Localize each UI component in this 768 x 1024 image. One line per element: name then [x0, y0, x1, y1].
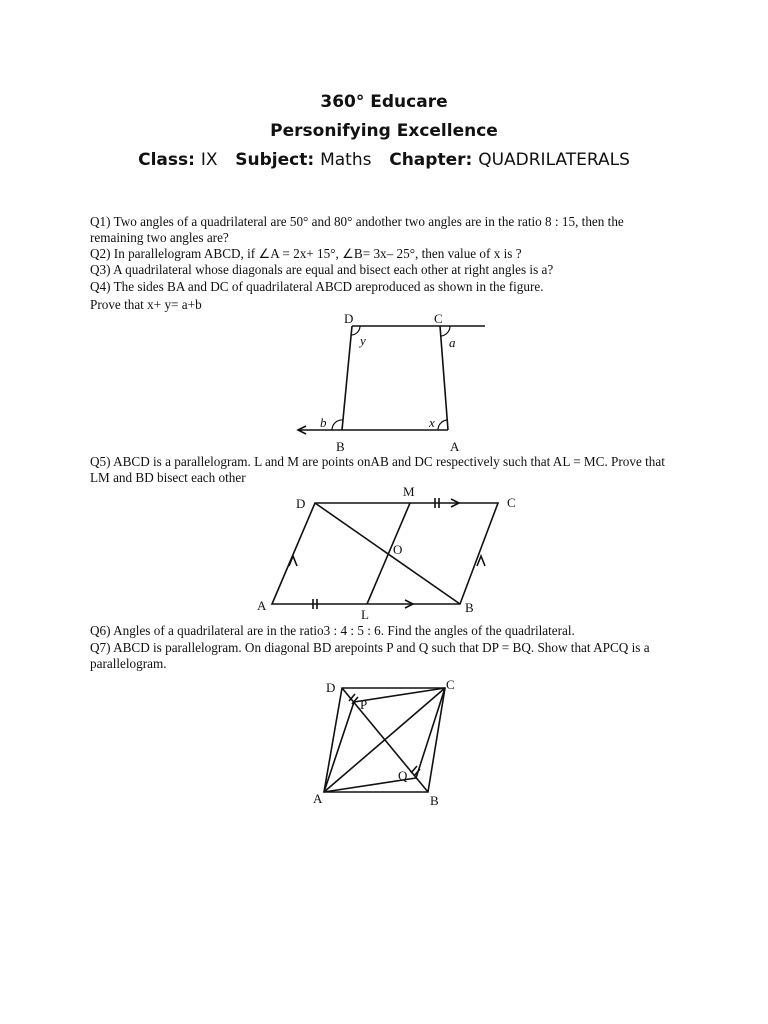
- question-5: Q5) ABCD is a parallelogram. L and M are points onAB and DC respectively such that AL = MC. Prove that LM and BD bisect each other: [90, 454, 665, 485]
- diagonal-bd: [315, 503, 460, 604]
- side-cb: [440, 326, 448, 430]
- label-b: B: [336, 439, 345, 454]
- figure-quadrilateral-q4: [280, 305, 500, 455]
- parallelogram-abcd: [272, 503, 498, 604]
- label-q: Q: [398, 768, 408, 783]
- angle-arc-x: [438, 420, 447, 430]
- label-p: P: [360, 697, 368, 712]
- brand-title: 360° Educare: [320, 92, 448, 112]
- subject-value: Maths: [320, 150, 372, 170]
- label-a-angle: a: [449, 335, 456, 350]
- figure-parallelogram-q7: [310, 676, 470, 811]
- label-a: A: [450, 439, 460, 454]
- label-b-angle: b: [320, 415, 327, 430]
- side-da: [342, 326, 352, 430]
- question-3: Q3) A quadrilateral whose diagonals are equal and bisect each other at right angles is a?: [90, 262, 554, 277]
- label-c: C: [507, 495, 516, 510]
- label-c: C: [434, 311, 443, 326]
- tagline: Personifying Excellence: [270, 121, 498, 141]
- class-subject-chapter-line: [0, 150, 768, 170]
- class-value: IX: [200, 150, 218, 170]
- subject-label: Subject:: [235, 150, 315, 170]
- label-o: O: [393, 542, 403, 557]
- arrow-up-icon: [289, 556, 297, 566]
- figure-parallelogram-q5: [255, 482, 525, 622]
- question-1: Q1) Two angles of a quadrilateral are 50° and 80° andother two angles are in the ratio 8 : 15, then the remaining two angles are?: [90, 214, 624, 245]
- label-y: y: [360, 333, 366, 348]
- chapter-value: QUADRILATERALS: [478, 150, 630, 170]
- label-a: A: [257, 598, 267, 613]
- question-6: Q6) Angles of a quadrilateral are in the ratio3 : 4 : 5 : 6. Find the angles of the quadrilateral.: [90, 623, 575, 638]
- label-x: x: [429, 415, 435, 430]
- class-label: Class:: [138, 150, 195, 170]
- segment-lm: [367, 503, 410, 604]
- label-b: B: [465, 600, 474, 615]
- question-7: Q7) ABCD is parallelogram. On diagonal BD arepoints P and Q such that DP = BQ. Show that APCQ is a parallelogram.: [90, 640, 650, 671]
- label-b: B: [430, 793, 439, 808]
- label-l: L: [361, 607, 369, 622]
- label-d: D: [344, 311, 354, 326]
- question-4-prove: Prove that x+ y= a+b: [90, 297, 202, 312]
- label-c: C: [446, 677, 455, 692]
- tick-mark-bq-1: [411, 766, 417, 773]
- label-a: A: [313, 791, 323, 806]
- question-4: Q4) The sides BA and DC of quadrilateral ABCD areproduced as shown in the figure.: [90, 279, 544, 294]
- chapter-label: Chapter:: [389, 150, 473, 170]
- label-d: D: [326, 680, 336, 695]
- label-d: D: [296, 496, 306, 511]
- question-2: Q2) In parallelogram ABCD, if ∠A = 2x+ 15°, ∠B= 3x– 25°, then value of x is ?: [90, 246, 522, 261]
- label-m: M: [403, 484, 415, 499]
